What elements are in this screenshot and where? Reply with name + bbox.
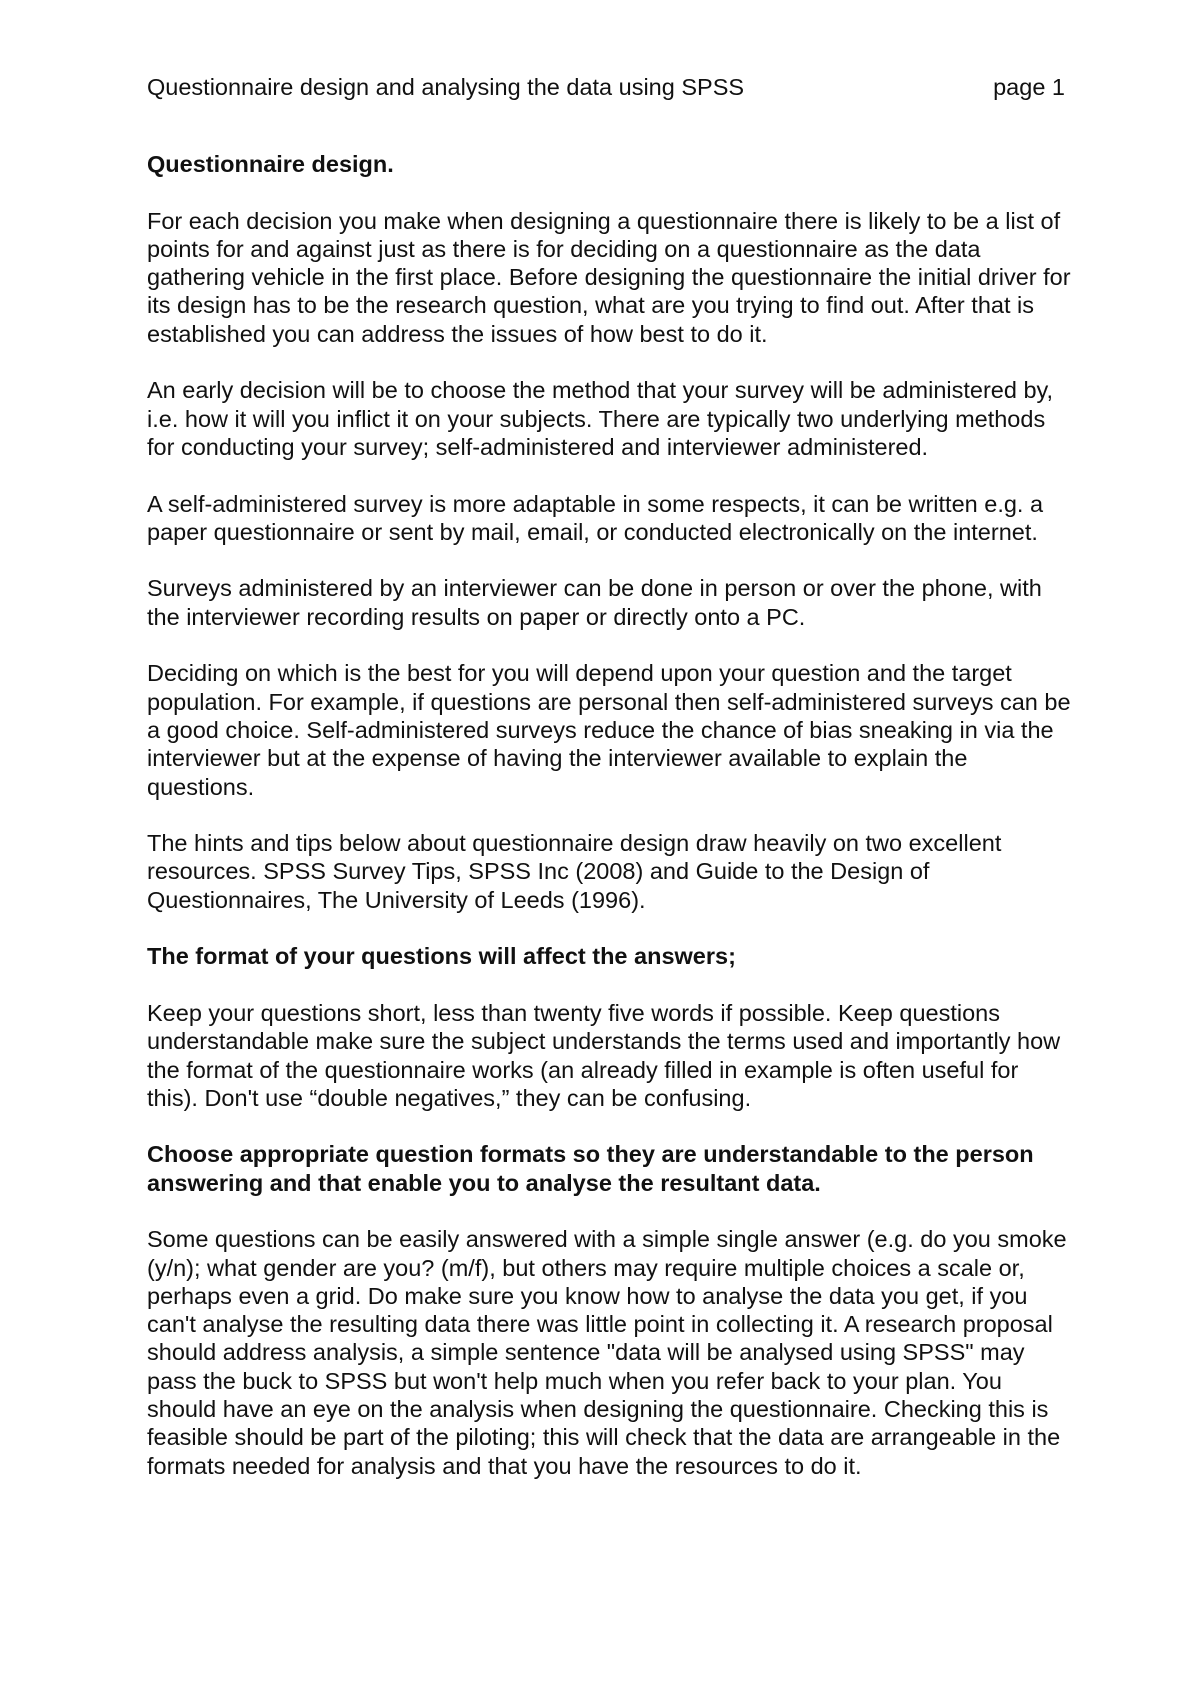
document-body <box>147 150 1072 1508</box>
subheading-format: The format of your questions will affect the answers; <box>147 943 736 970</box>
section-heading: Questionnaire design. <box>147 151 394 177</box>
paragraph-deciding: Deciding on which is the best for you will depend upon your question and the target population. For example, if questions are personal then self-administered surveys can be a good choice. Self-administered surveys reduce the chance of bias sneaking in via the interviewer but at the expense of having the interviewer available to explain the questions. <box>147 660 1071 800</box>
paragraph-analysis: Some questions can be easily answered with a simple single answer (e.g. do you smoke (y/n); what gender are you? (m/f), but others may require multiple choices a scale or, perhaps even a grid. Do make sure you know how to analyse the data you get, if you can't analyse the resulting data there was little point in collecting it. A research proposal should address analysis, a simple sentence "data will be analysed using SPSS" may pass the buck to SPSS but won't help much when you refer back to your plan. You should have an eye on the analysis when designing the questionnaire. Checking this is feasible should be part of the piloting; this will check that the data are arrangeable in the formats needed for analysis and that you have the resources to do it. <box>147 1226 1067 1479</box>
document-title: Questionnaire design and analysing the data using SPSS <box>147 74 745 100</box>
paragraph-method: An early decision will be to choose the method that your survey will be administered by, i.e. how it will you inflict it on your subjects. There are typically two underlying methods for conducting your survey; self-administered and interviewer administered. <box>147 377 1054 460</box>
paragraph-self-administered: A self-administered survey is more adaptable in some respects, it can be written e.g. a paper questionnaire or sent by mail, email, or conducted electronically on the internet. <box>147 490 1044 545</box>
paragraph-intro: For each decision you make when designing a questionnaire there is likely to be a list of points for and against just as there is for deciding on a questionnaire as the data gathering vehicle in the first place. Before designing the questionnaire the initial driver for its design has to be the research question, what are you trying to find out. After that is established you can address the issues of how best to do it. <box>147 207 1071 347</box>
page-number: page 1 <box>993 74 1065 100</box>
paragraph-interviewer: Surveys administered by an interviewer can be done in person or over the phone, with the interviewer recording results on paper or directly onto a PC. <box>147 575 1042 630</box>
paragraph-resources: The hints and tips below about questionnaire design draw heavily on two excellent resources. SPSS Survey Tips, SPSS Inc (2008) and Guide to the Design of Questionnaires, The University of Leeds (1996). <box>147 830 1002 913</box>
subheading-question-formats: Choose appropriate question formats so they are understandable to the person answering and that enable you to analyse the resultant data. <box>147 1141 1034 1196</box>
paragraph-keep-short: Keep your questions short, less than twenty five words if possible. Keep questions understandable make sure the subject understands the terms used and importantly how the format of the questionnaire works (an already filled in example is often useful for this). Don't use “double negatives,” they can be confusing. <box>147 999 1061 1111</box>
